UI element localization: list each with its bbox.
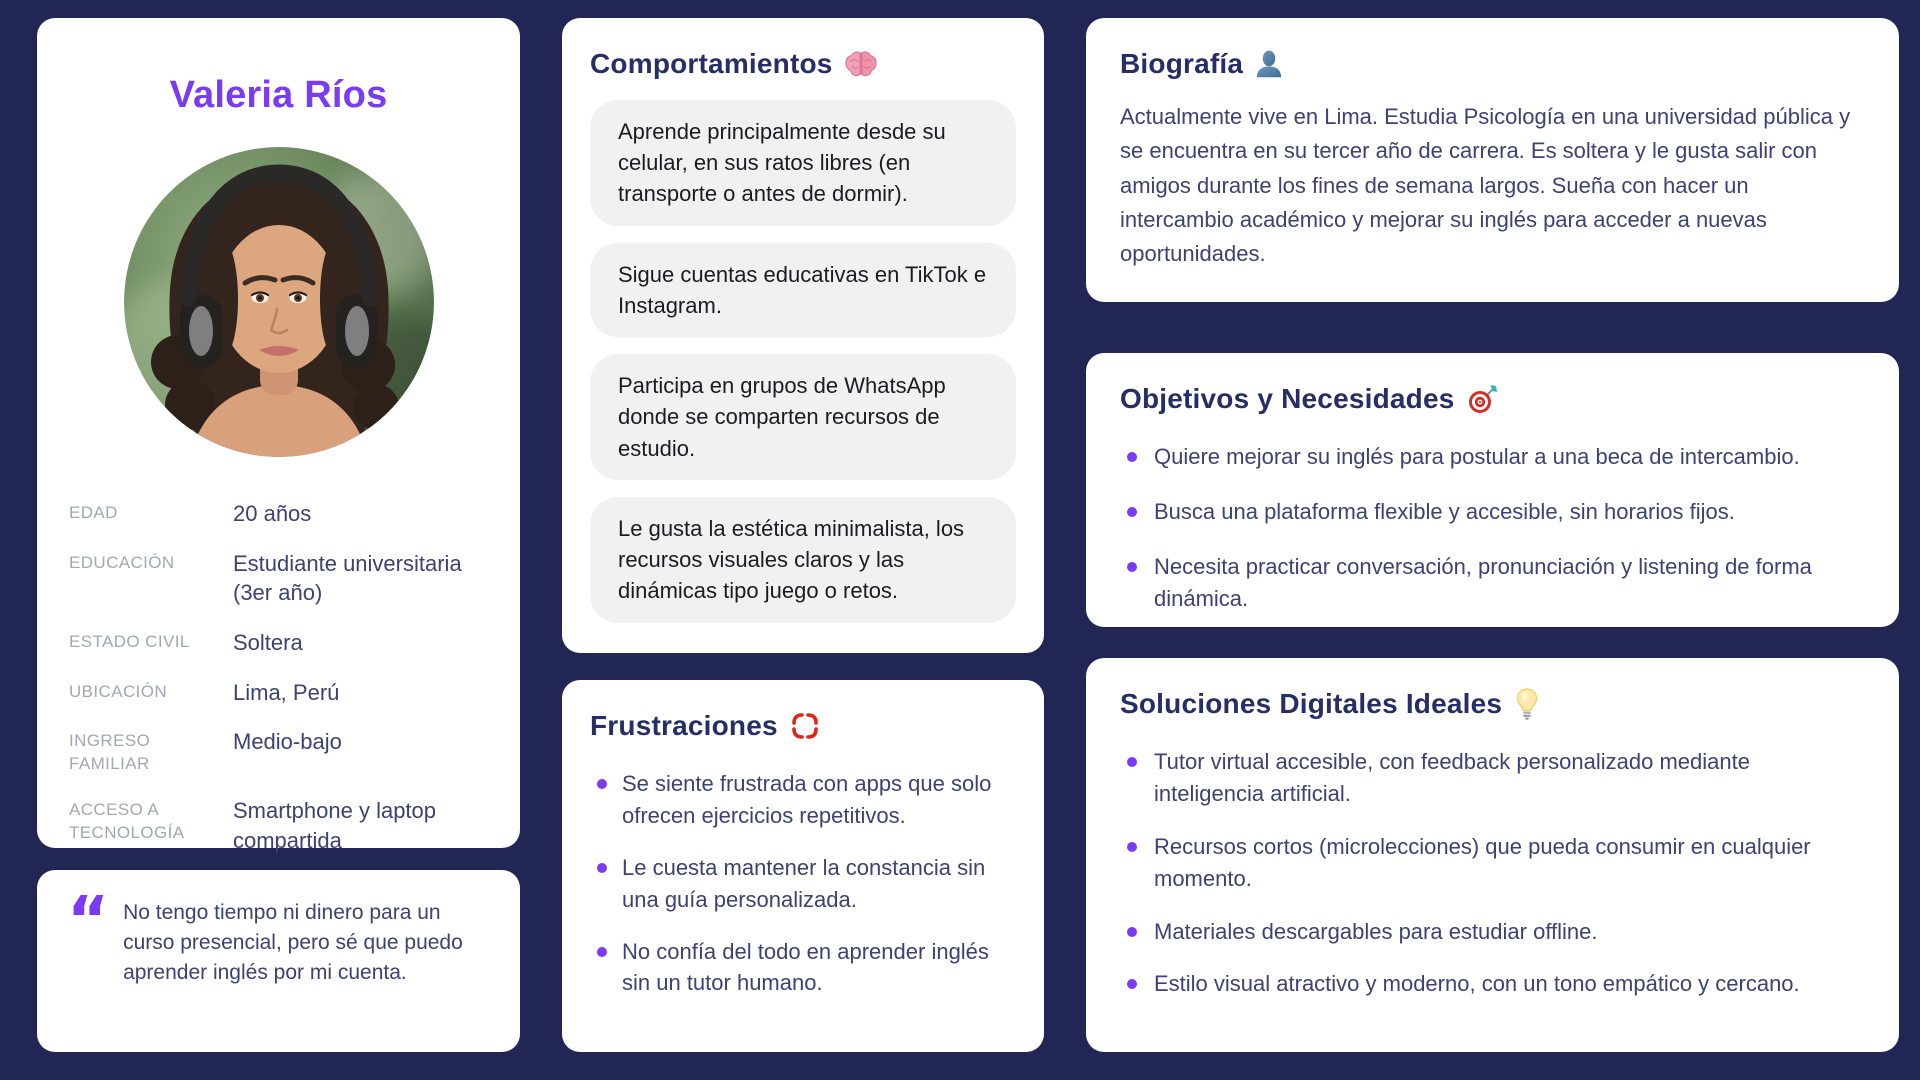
section-title-soluciones — [1120, 688, 1865, 720]
section-title-text: Soluciones Digitales Ideales — [1120, 688, 1503, 719]
avatar-wrap — [69, 147, 488, 457]
target-icon — [1467, 383, 1499, 415]
section-title-text: Objetivos y Necesidades — [1120, 383, 1455, 414]
quote-text: No tengo tiempo ni dinero para un curso presencial, pero sé que puedo aprender inglés por mi cuenta. — [123, 901, 463, 984]
attribute-value: Estudiante universitaria (3er año) — [233, 550, 462, 606]
section-title-comportamientos — [590, 48, 1016, 80]
bio-text: Actualmente vive en Lima. Estudia Psicología en una universidad pública y se encuentra en su tercer año de carrera. Es soltera y le gusta salir con amigos durante los fines de semana largos. Sueña con hacer un intercambio académico y mejorar su inglés para acceder a nuevas oportunidades. — [1120, 104, 1851, 267]
quote-card — [37, 870, 520, 1052]
attribute-label: ESTADO CIVIL — [69, 632, 190, 652]
right-column — [1086, 18, 1899, 1052]
quote-icon: “ — [67, 884, 110, 958]
attribute-value: 20 años — [233, 501, 312, 526]
behavior-bubbles — [590, 100, 1016, 623]
list-item: Estilo visual atractivo y moderno, con un tono empático y cercano. — [1120, 968, 1865, 1000]
section-title-text: Comportamientos — [590, 48, 833, 79]
section-title-text: Biografía — [1120, 48, 1244, 79]
chat-bubble: Aprende principalmente desde su celular, en sus ratos libres (en transporte o antes de dormir). — [590, 100, 1016, 226]
brain-icon — [845, 49, 877, 79]
attribute-label: EDAD — [69, 503, 118, 522]
profile-card — [37, 18, 520, 853]
attribute-label: ACCESO A TECNOLOGÍA — [69, 800, 185, 843]
lightbulb-icon — [1514, 688, 1540, 720]
attribute-value: Soltera — [233, 630, 303, 656]
list-item: Quiere mejorar su inglés para postular a una beca de intercambio. — [1120, 441, 1865, 473]
chat-bubble: Le gusta la estética minimalista, los recursos visuales claros y las dinámicas tipo juego o retos. — [590, 497, 1016, 623]
list-item: Recursos cortos (microlecciones) que pueda consumir en cualquier momento. — [1120, 831, 1865, 895]
solutions-list — [1120, 746, 1865, 1000]
attribute-list — [69, 499, 488, 856]
avatar-photo — [124, 147, 434, 457]
attribute-value: Medio-bajo — [233, 729, 342, 755]
bio-card — [1086, 18, 1899, 302]
attribute-label: INGRESO FAMILIAR — [69, 731, 151, 774]
persona-name: Valeria Ríos — [169, 74, 388, 116]
section-title-biografia — [1120, 48, 1865, 80]
attribute-value: Smartphone y laptop compartida — [233, 798, 437, 853]
attribute-value: Lima, Perú — [233, 679, 340, 705]
section-title-objetivos — [1120, 383, 1865, 415]
list-item: Busca una plataforma flexible y accesible, sin horarios fijos. — [1120, 496, 1865, 528]
frustrations-card — [562, 680, 1044, 1052]
attribute-label: EDUCACIÓN — [69, 552, 175, 572]
left-column — [37, 18, 520, 1052]
list-item: Necesita practicar conversación, pronunciación y listening de forma dinámica. — [1120, 551, 1865, 615]
middle-column — [562, 18, 1044, 1052]
list-item: Le cuesta mantener la constancia sin una guía personalizada. — [590, 852, 1016, 916]
section-title-text: Frustraciones — [590, 710, 778, 741]
person-icon — [1255, 49, 1283, 79]
behaviors-card — [562, 18, 1044, 653]
goals-card — [1086, 353, 1899, 627]
anger-icon — [790, 711, 820, 741]
chat-bubble: Sigue cuentas educativas en TikTok e Instagram. — [590, 243, 1016, 337]
list-item: Se siente frustrada con apps que solo ofrecen ejercicios repetitivos. — [590, 768, 1016, 832]
frustrations-list — [590, 768, 1016, 999]
list-item: Materiales descargables para estudiar offline. — [1120, 916, 1865, 948]
list-item: No confía del todo en aprender inglés sin un tutor humano. — [590, 936, 1016, 1000]
section-title-frustraciones — [590, 710, 1016, 742]
solutions-card — [1086, 658, 1899, 1052]
chat-bubble: Participa en grupos de WhatsApp donde se comparten recursos de estudio. — [590, 354, 1016, 480]
goals-list — [1120, 441, 1865, 615]
attribute-label: UBICACIÓN — [69, 681, 168, 701]
list-item: Tutor virtual accesible, con feedback personalizado mediante inteligencia artificial. — [1120, 746, 1865, 810]
